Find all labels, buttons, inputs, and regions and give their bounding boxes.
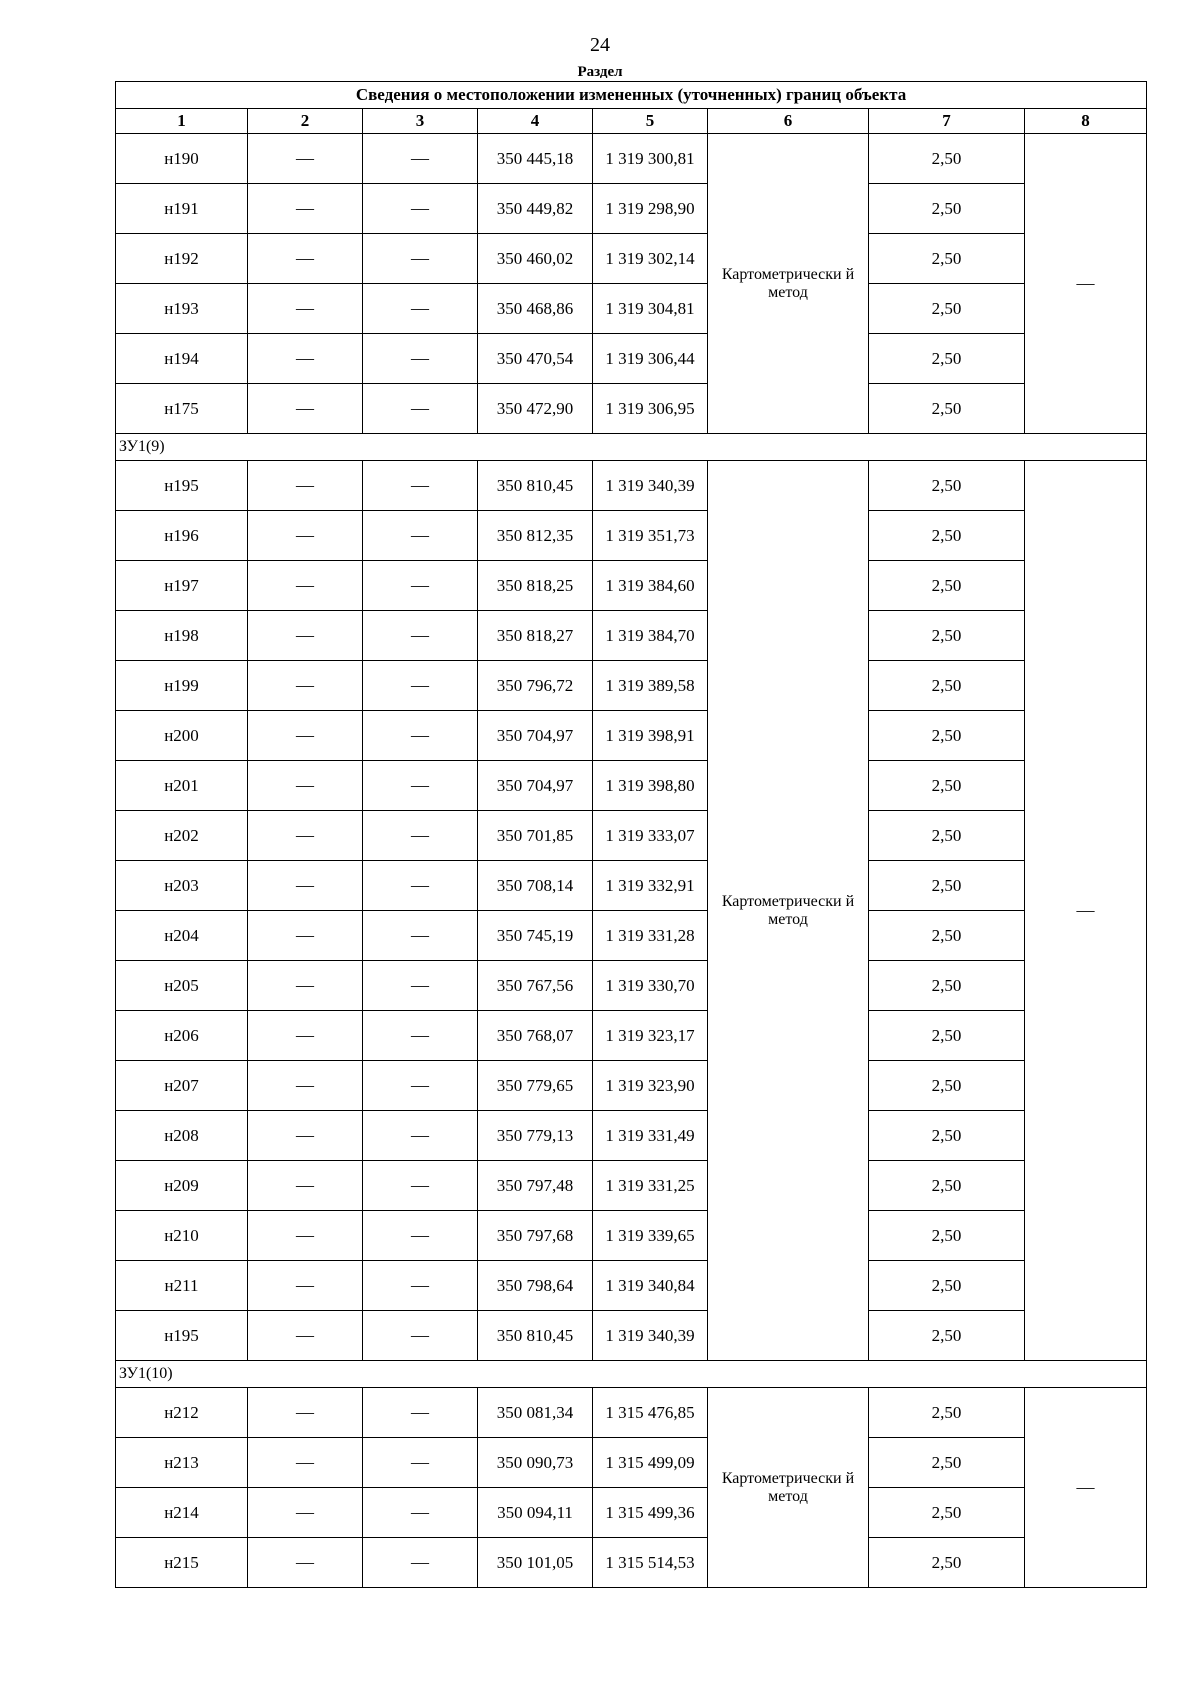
point-name-cell: н213 <box>116 1438 248 1488</box>
col2-cell: — <box>248 961 363 1011</box>
col2-cell: — <box>248 1161 363 1211</box>
table-row <box>116 334 1147 384</box>
x-coordinate-cell: 350 472,90 <box>478 384 593 434</box>
col2-cell: — <box>248 134 363 184</box>
x-coordinate-cell: 350 810,45 <box>478 1311 593 1361</box>
table-row <box>116 861 1147 911</box>
precision-cell: 2,50 <box>869 961 1025 1011</box>
y-coordinate-cell: 1 319 323,17 <box>593 1011 708 1061</box>
col3-cell: — <box>363 911 478 961</box>
point-name-cell: н201 <box>116 761 248 811</box>
precision-cell: 2,50 <box>869 1438 1025 1488</box>
table-row <box>116 1161 1147 1211</box>
col2-cell: — <box>248 561 363 611</box>
x-coordinate-cell: 350 767,56 <box>478 961 593 1011</box>
column-number: 2 <box>248 109 363 134</box>
point-name-cell: н203 <box>116 861 248 911</box>
x-coordinate-cell: 350 449,82 <box>478 184 593 234</box>
table-row <box>116 1538 1147 1588</box>
col2-cell: — <box>248 661 363 711</box>
col2-cell: — <box>248 1261 363 1311</box>
col3-cell: — <box>363 561 478 611</box>
point-name-cell: н207 <box>116 1061 248 1111</box>
y-coordinate-cell: 1 319 398,80 <box>593 761 708 811</box>
column-number: 4 <box>478 109 593 134</box>
precision-cell: 2,50 <box>869 1061 1025 1111</box>
table-row <box>116 1438 1147 1488</box>
point-name-cell: н197 <box>116 561 248 611</box>
point-name-cell: н214 <box>116 1488 248 1538</box>
point-name-cell: н205 <box>116 961 248 1011</box>
table-row <box>116 284 1147 334</box>
precision-cell: 2,50 <box>869 1538 1025 1588</box>
x-coordinate-cell: 350 797,48 <box>478 1161 593 1211</box>
x-coordinate-cell: 350 445,18 <box>478 134 593 184</box>
col3-cell: — <box>363 1011 478 1061</box>
x-coordinate-cell: 350 796,72 <box>478 661 593 711</box>
col2-cell: — <box>248 861 363 911</box>
point-name-cell: н210 <box>116 1211 248 1261</box>
point-name-cell: н192 <box>116 234 248 284</box>
group-label: ЗУ1(9) <box>116 434 1147 461</box>
x-coordinate-cell: 350 745,19 <box>478 911 593 961</box>
table-row <box>116 461 1147 511</box>
y-coordinate-cell: 1 319 306,95 <box>593 384 708 434</box>
precision-cell: 2,50 <box>869 761 1025 811</box>
point-name-cell: н204 <box>116 911 248 961</box>
table-row <box>116 911 1147 961</box>
y-coordinate-cell: 1 319 304,81 <box>593 284 708 334</box>
col3-cell: — <box>363 1538 478 1588</box>
col2-cell: — <box>248 1111 363 1161</box>
col2-cell: — <box>248 1011 363 1061</box>
section-heading-cut: Раздел <box>577 64 623 78</box>
column-number: 1 <box>116 109 248 134</box>
col2-cell: — <box>248 1538 363 1588</box>
col2-cell: — <box>248 1438 363 1488</box>
point-name-cell: н206 <box>116 1011 248 1061</box>
y-coordinate-cell: 1 319 331,25 <box>593 1161 708 1211</box>
point-name-cell: н212 <box>116 1388 248 1438</box>
table-row <box>116 961 1147 1011</box>
y-coordinate-cell: 1 319 331,28 <box>593 911 708 961</box>
x-coordinate-cell: 350 704,97 <box>478 711 593 761</box>
col3-cell: — <box>363 384 478 434</box>
col3-cell: — <box>363 1311 478 1361</box>
point-name-cell: н200 <box>116 711 248 761</box>
col3-cell: — <box>363 1438 478 1488</box>
x-coordinate-cell: 350 818,27 <box>478 611 593 661</box>
precision-cell: 2,50 <box>869 461 1025 511</box>
point-name-cell: н196 <box>116 511 248 561</box>
table-row <box>116 1061 1147 1111</box>
col2-cell: — <box>248 1488 363 1538</box>
precision-cell: 2,50 <box>869 1211 1025 1261</box>
group-label-row <box>116 1361 1147 1388</box>
y-coordinate-cell: 1 319 384,60 <box>593 561 708 611</box>
precision-cell: 2,50 <box>869 1111 1025 1161</box>
y-coordinate-cell: 1 319 340,39 <box>593 461 708 511</box>
col3-cell: — <box>363 1388 478 1438</box>
point-name-cell: н209 <box>116 1161 248 1211</box>
col2-cell: — <box>248 811 363 861</box>
x-coordinate-cell: 350 818,25 <box>478 561 593 611</box>
y-coordinate-cell: 1 319 351,73 <box>593 511 708 561</box>
table-row <box>116 561 1147 611</box>
table-row <box>116 1111 1147 1161</box>
y-coordinate-cell: 1 319 298,90 <box>593 184 708 234</box>
precision-cell: 2,50 <box>869 811 1025 861</box>
col2-cell: — <box>248 461 363 511</box>
y-coordinate-cell: 1 315 476,85 <box>593 1388 708 1438</box>
x-coordinate-cell: 350 779,65 <box>478 1061 593 1111</box>
col3-cell: — <box>363 184 478 234</box>
col3-cell: — <box>363 1261 478 1311</box>
col3-cell: — <box>363 1161 478 1211</box>
col3-cell: — <box>363 861 478 911</box>
table-row <box>116 611 1147 661</box>
col3-cell: — <box>363 661 478 711</box>
precision-cell: 2,50 <box>869 711 1025 761</box>
x-coordinate-cell: 350 094,11 <box>478 1488 593 1538</box>
precision-cell: 2,50 <box>869 1311 1025 1361</box>
x-coordinate-cell: 350 768,07 <box>478 1011 593 1061</box>
table-body <box>116 134 1147 1588</box>
precision-cell: 2,50 <box>869 284 1025 334</box>
col3-cell: — <box>363 234 478 284</box>
col2-cell: — <box>248 761 363 811</box>
precision-cell: 2,50 <box>869 911 1025 961</box>
x-coordinate-cell: 350 081,34 <box>478 1388 593 1438</box>
table-row <box>116 1388 1147 1438</box>
col2-cell: — <box>248 334 363 384</box>
table-row <box>116 761 1147 811</box>
point-name-cell: н194 <box>116 334 248 384</box>
column-number: 3 <box>363 109 478 134</box>
precision-cell: 2,50 <box>869 1261 1025 1311</box>
y-coordinate-cell: 1 319 330,70 <box>593 961 708 1011</box>
y-coordinate-cell: 1 319 384,70 <box>593 611 708 661</box>
x-coordinate-cell: 350 470,54 <box>478 334 593 384</box>
table-row <box>116 1261 1147 1311</box>
table-row <box>116 511 1147 561</box>
x-coordinate-cell: 350 810,45 <box>478 461 593 511</box>
column-number-row <box>116 109 1147 134</box>
precision-cell: 2,50 <box>869 561 1025 611</box>
table-row <box>116 711 1147 761</box>
y-coordinate-cell: 1 319 332,91 <box>593 861 708 911</box>
col2-cell: — <box>248 511 363 561</box>
col8-cell: — <box>1025 1388 1147 1588</box>
col2-cell: — <box>248 1061 363 1111</box>
x-coordinate-cell: 350 460,02 <box>478 234 593 284</box>
point-name-cell: н198 <box>116 611 248 661</box>
boundary-coordinates-table <box>115 81 1147 1588</box>
col2-cell: — <box>248 1311 363 1361</box>
table-row <box>116 1488 1147 1538</box>
col2-cell: — <box>248 611 363 661</box>
x-coordinate-cell: 350 704,97 <box>478 761 593 811</box>
y-coordinate-cell: 1 319 331,49 <box>593 1111 708 1161</box>
col3-cell: — <box>363 284 478 334</box>
col3-cell: — <box>363 761 478 811</box>
col3-cell: — <box>363 1111 478 1161</box>
precision-cell: 2,50 <box>869 134 1025 184</box>
x-coordinate-cell: 350 101,05 <box>478 1538 593 1588</box>
precision-cell: 2,50 <box>869 1161 1025 1211</box>
y-coordinate-cell: 1 319 333,07 <box>593 811 708 861</box>
col8-cell: — <box>1025 461 1147 1361</box>
y-coordinate-cell: 1 315 514,53 <box>593 1538 708 1588</box>
precision-cell: 2,50 <box>869 1011 1025 1061</box>
col3-cell: — <box>363 611 478 661</box>
y-coordinate-cell: 1 315 499,36 <box>593 1488 708 1538</box>
precision-cell: 2,50 <box>869 661 1025 711</box>
col2-cell: — <box>248 184 363 234</box>
page-number: 24 <box>590 34 610 56</box>
point-name-cell: н202 <box>116 811 248 861</box>
table-row <box>116 134 1147 184</box>
x-coordinate-cell: 350 468,86 <box>478 284 593 334</box>
method-cell: Картометрически й метод <box>708 1388 869 1588</box>
point-name-cell: н208 <box>116 1111 248 1161</box>
point-name-cell: н193 <box>116 284 248 334</box>
col3-cell: — <box>363 461 478 511</box>
point-name-cell: н190 <box>116 134 248 184</box>
point-name-cell: н195 <box>116 1311 248 1361</box>
precision-cell: 2,50 <box>869 334 1025 384</box>
col2-cell: — <box>248 1211 363 1261</box>
x-coordinate-cell: 350 090,73 <box>478 1438 593 1488</box>
precision-cell: 2,50 <box>869 184 1025 234</box>
precision-cell: 2,50 <box>869 234 1025 284</box>
col3-cell: — <box>363 961 478 1011</box>
x-coordinate-cell: 350 701,85 <box>478 811 593 861</box>
table-row <box>116 234 1147 284</box>
col2-cell: — <box>248 234 363 284</box>
precision-cell: 2,50 <box>869 1488 1025 1538</box>
point-name-cell: н199 <box>116 661 248 711</box>
x-coordinate-cell: 350 779,13 <box>478 1111 593 1161</box>
table-row <box>116 1011 1147 1061</box>
col3-cell: — <box>363 134 478 184</box>
col2-cell: — <box>248 1388 363 1438</box>
group-label: ЗУ1(10) <box>116 1361 1147 1388</box>
precision-cell: 2,50 <box>869 861 1025 911</box>
method-cell: Картометрически й метод <box>708 134 869 434</box>
y-coordinate-cell: 1 319 306,44 <box>593 334 708 384</box>
y-coordinate-cell: 1 315 499,09 <box>593 1438 708 1488</box>
table-row <box>116 1311 1147 1361</box>
point-name-cell: н191 <box>116 184 248 234</box>
col3-cell: — <box>363 1211 478 1261</box>
col3-cell: — <box>363 334 478 384</box>
y-coordinate-cell: 1 319 323,90 <box>593 1061 708 1111</box>
table-row <box>116 384 1147 434</box>
point-name-cell: н175 <box>116 384 248 434</box>
col2-cell: — <box>248 711 363 761</box>
y-coordinate-cell: 1 319 340,39 <box>593 1311 708 1361</box>
precision-cell: 2,50 <box>869 384 1025 434</box>
y-coordinate-cell: 1 319 398,91 <box>593 711 708 761</box>
table-row <box>116 1211 1147 1261</box>
precision-cell: 2,50 <box>869 1388 1025 1438</box>
x-coordinate-cell: 350 812,35 <box>478 511 593 561</box>
x-coordinate-cell: 350 798,64 <box>478 1261 593 1311</box>
y-coordinate-cell: 1 319 300,81 <box>593 134 708 184</box>
precision-cell: 2,50 <box>869 511 1025 561</box>
col2-cell: — <box>248 384 363 434</box>
col2-cell: — <box>248 284 363 334</box>
group-label-row <box>116 434 1147 461</box>
col8-cell: — <box>1025 134 1147 434</box>
x-coordinate-cell: 350 708,14 <box>478 861 593 911</box>
table-row <box>116 184 1147 234</box>
col3-cell: — <box>363 1061 478 1111</box>
y-coordinate-cell: 1 319 340,84 <box>593 1261 708 1311</box>
y-coordinate-cell: 1 319 302,14 <box>593 234 708 284</box>
col3-cell: — <box>363 711 478 761</box>
table-title: Сведения о местоположении измененных (уточненных) границ объекта <box>116 82 1147 109</box>
method-cell: Картометрически й метод <box>708 461 869 1361</box>
table-row <box>116 811 1147 861</box>
y-coordinate-cell: 1 319 339,65 <box>593 1211 708 1261</box>
point-name-cell: н195 <box>116 461 248 511</box>
column-number: 8 <box>1025 109 1147 134</box>
precision-cell: 2,50 <box>869 611 1025 661</box>
x-coordinate-cell: 350 797,68 <box>478 1211 593 1261</box>
table-row <box>116 661 1147 711</box>
column-number: 7 <box>869 109 1025 134</box>
y-coordinate-cell: 1 319 389,58 <box>593 661 708 711</box>
column-number: 5 <box>593 109 708 134</box>
col3-cell: — <box>363 1488 478 1538</box>
col3-cell: — <box>363 511 478 561</box>
col2-cell: — <box>248 911 363 961</box>
col3-cell: — <box>363 811 478 861</box>
point-name-cell: н215 <box>116 1538 248 1588</box>
point-name-cell: н211 <box>116 1261 248 1311</box>
column-number: 6 <box>708 109 869 134</box>
